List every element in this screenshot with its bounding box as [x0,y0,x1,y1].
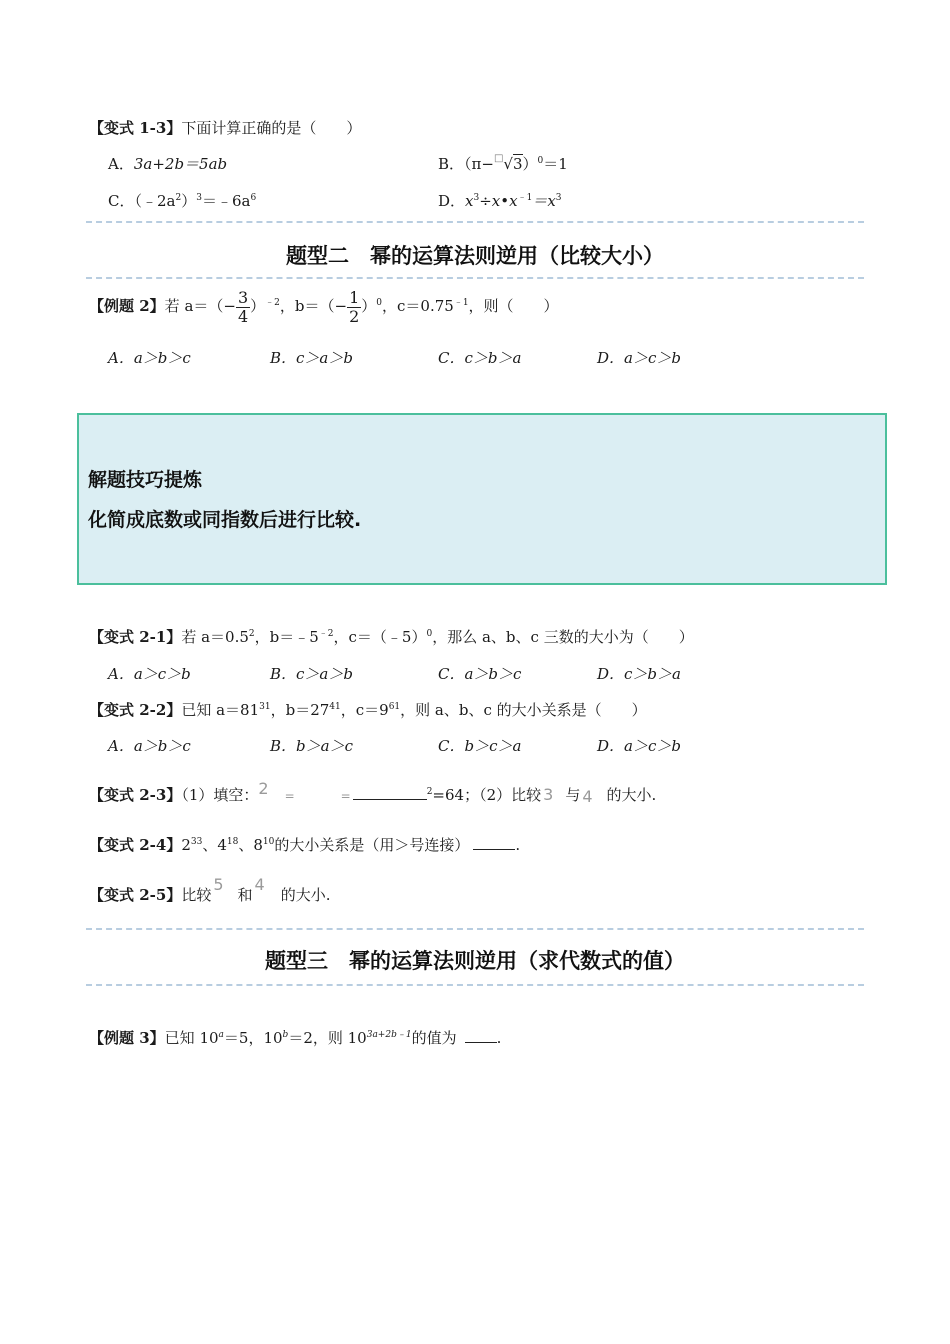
variant-label: 【变式 1-3】 [89,119,182,137]
divider [86,984,864,986]
divider [86,277,864,279]
math-glyph: = [340,789,351,803]
question-text: 已知 a＝81 [181,701,260,719]
question-text: 比较 [181,886,212,904]
fraction [236,289,250,326]
option-letter: B． [438,155,465,173]
question-text: 、8 [238,836,263,854]
variant-2-3-stem [89,779,657,806]
exponent: 31 [259,702,271,712]
tips-body: 化简成底数或同指数后进行比较. [88,509,362,531]
math-glyph: 4 [254,875,265,894]
exponent: 61 [388,702,401,712]
math-glyph: 5 [213,875,224,894]
radical-sign-icon: √ [503,155,513,173]
variant-label: 【变式 2-4】 [89,836,182,854]
option-text: 3a+2b＝5ab [133,155,228,173]
cube-root-icon: □ [493,153,504,164]
variant-2-2-stem [89,699,647,720]
question-text: ，b＝（− [279,297,348,315]
option-text: ） [522,155,538,173]
example-label: 【例题 3】 [89,1029,165,1047]
exponent: 0 [537,156,544,166]
question-text: （1）填空： [181,786,259,804]
numerator: 1 [349,287,360,307]
question-text: 的值为 [411,1029,457,1047]
exponent: 33 [190,837,203,847]
exponent: 3 [555,193,562,203]
exponent: 2 [175,193,182,203]
variant-label: 【变式 2-5】 [89,886,182,904]
answer-blank[interactable] [353,799,427,800]
answer-blank[interactable] [465,1042,497,1043]
exponent: ﹣2 [265,298,280,308]
question-text: ，c＝（﹣5） [333,628,427,646]
denominator: 2 [349,306,360,326]
question-text: ＝5，10 [223,1029,283,1047]
option-letter: C． [108,192,135,210]
option-c: C．c＞b＞a [438,349,522,367]
answer-blank[interactable] [473,849,515,850]
exponent: 18 [226,837,239,847]
question-text: 、4 [202,836,227,854]
question-text: 与 [565,786,581,804]
variant-label: 【变式 2-2】 [89,701,182,719]
option-text: （π− [464,155,494,173]
option-text: ＝x [532,192,556,210]
numerator: 3 [237,287,249,307]
tips-title: 解题技巧提炼 [88,469,203,491]
math-glyph: 4 [582,787,593,806]
exponent: 0 [426,629,433,639]
question-text: 若 a＝0.5 [181,628,249,646]
exponent: ﹣2 [318,629,334,639]
example-3-stem [89,1027,501,1048]
option-letter: A． [108,155,134,173]
variant-1-3-stem [89,117,361,138]
question-text: 的大小关系是（用＞号连接） [274,836,470,854]
variant-label: 【变式 2-1】 [89,628,182,646]
question-text: 和 [237,886,253,904]
exponent: 6 [250,193,257,203]
question-text: 的大小. [606,786,657,804]
math-glyph: 3 [543,785,554,804]
exponent: 2 [248,629,255,639]
option-d [438,190,562,211]
fraction [347,289,361,326]
option-a: A．a＞c＞b [108,665,191,683]
option-text: （﹣2a [134,192,176,210]
section-heading: 题型二 幂的运算法则逆用（比较大小） [286,244,664,268]
option-c [108,190,256,211]
radicand: 3 [512,155,523,173]
exponent: 3 [473,193,480,203]
option-text: x [465,192,474,210]
tips-box [77,413,887,585]
option-b: B．c＞a＞b [270,349,353,367]
question-text: ，那么 a、b、c 三数的大小为（ ） [432,628,694,646]
option-text: ÷x•x [479,192,518,210]
variant-2-4-stem [89,834,520,855]
question-text: 已知 10 [164,1029,219,1047]
option-text: ） [181,192,197,210]
example-2-stem [89,286,559,326]
section-heading: 题型三 幂的运算法则逆用（求代数式的值） [265,949,685,973]
option-b: B．b＞a＞c [270,737,353,755]
exponent: 10 [262,837,275,847]
exponent: 3a+2b﹣1 [366,1030,412,1040]
variant-label: 【变式 2-3】 [89,786,182,804]
exponent: b [282,1030,289,1040]
option-text: ＝1 [543,155,568,173]
option-letter: D． [438,192,466,210]
option-b: B．c＞a＞b [270,665,353,683]
option-a [108,153,227,174]
question-text: 下面计算正确的是（ ） [181,119,362,137]
exponent: 0 [376,298,382,308]
divider [86,928,864,930]
question-text: ） [361,297,377,315]
variant-2-1-stem [89,626,694,647]
math-glyph: = [284,789,295,803]
option-d: D．a＞c＞b [597,349,681,367]
question-text: ，则 a、b、c 的大小关系是（ ） [400,701,647,719]
exponent: ﹣1 [517,193,533,203]
example-label: 【例题 2】 [89,297,165,315]
question-text: ，c＝0.75 [382,297,454,315]
question-text: 2 [181,836,191,854]
exponent: ﹣1 [453,298,469,308]
question-text: ，c＝9 [340,701,389,719]
math-glyph: 2 [258,779,269,798]
option-d: D．c＞b＞a [597,665,681,683]
question-text: ，b＝﹣5 [254,628,319,646]
exponent: a [218,1030,224,1040]
question-text: =64；（2）比较 [432,786,542,804]
question-text: . [496,1029,502,1047]
option-c: C．a＞b＞c [438,665,522,683]
option-b [438,153,568,174]
option-a: A．a＞b＞c [108,737,191,755]
option-a: A．a＞b＞c [108,349,191,367]
question-text: 若 a＝（− [164,297,236,315]
question-text: ＝2，则 10 [288,1029,367,1047]
option-text: ＝﹣6a [201,192,251,210]
exponent: 3 [196,193,202,203]
question-text: ） [250,297,266,315]
question-text: ，则（ ） [468,297,559,315]
option-c: C．b＞c＞a [438,737,522,755]
question-text: ，b＝27 [270,701,330,719]
question-text: . [515,836,521,854]
exponent: 41 [329,702,341,712]
question-text: 的大小. [280,886,331,904]
denominator: 4 [237,306,249,326]
divider [86,221,864,223]
exponent: 2 [426,787,433,797]
option-d: D．a＞c＞b [597,737,681,755]
variant-2-5-stem [89,875,331,905]
